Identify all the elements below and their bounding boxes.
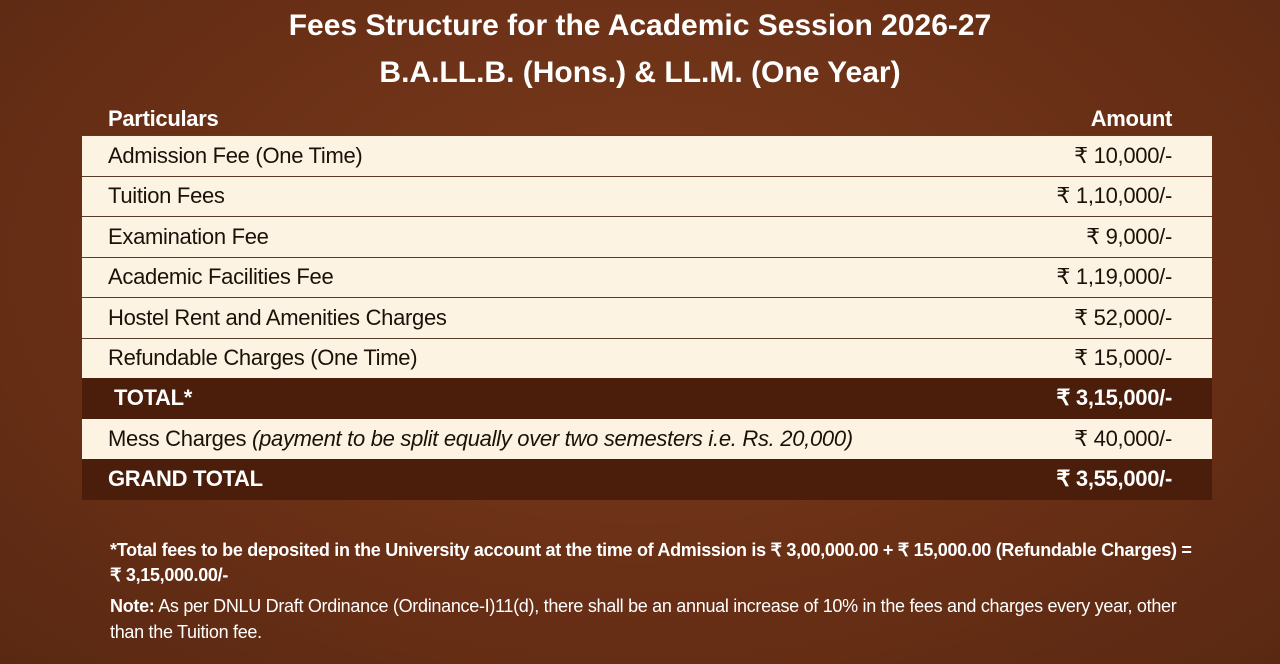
row-label: Admission Fee (One Time): [108, 142, 363, 168]
page-subtitle: B.A.LL.B. (Hons.) & LL.M. (One Year): [379, 56, 901, 89]
row-amount: ₹ 9,000/-: [1086, 223, 1172, 249]
note-heading: Note:: [110, 596, 155, 616]
total-label: TOTAL*: [114, 385, 193, 411]
table-row: [82, 216, 1212, 257]
row-label: Hostel Rent and Amenities Charges: [108, 304, 447, 330]
row-amount: ₹ 1,19,000/-: [1056, 264, 1172, 290]
ordinance-note: [110, 593, 1200, 645]
mess-label: Mess Charges: [108, 425, 247, 451]
table-row: [82, 257, 1212, 298]
page-title: Fees Structure for the Academic Session 2026-27: [288, 9, 992, 42]
row-label: Tuition Fees: [108, 183, 225, 209]
column-header-amount: Amount: [1090, 105, 1172, 131]
row-amount: ₹ 1,10,000/-: [1056, 183, 1172, 209]
row-label: Examination Fee: [108, 223, 269, 249]
footnotes: [110, 538, 1200, 645]
total-row: [82, 378, 1212, 419]
table-header: [82, 102, 1212, 135]
row-label: Academic Facilities Fee: [108, 264, 334, 290]
row-label: Refundable Charges (One Time): [108, 345, 418, 371]
fees-table: [82, 102, 1212, 500]
mess-label-group: [108, 426, 853, 452]
row-amount: ₹ 10,000/-: [1074, 142, 1172, 168]
row-amount: ₹ 52,000/-: [1074, 304, 1172, 330]
table-row: [82, 135, 1212, 176]
row-amount: ₹ 15,000/-: [1074, 345, 1172, 371]
grand-total-label: GRAND TOTAL: [108, 466, 263, 492]
grand-total-row: [82, 459, 1212, 500]
total-deposit-footnote: *Total fees to be deposited in the University account at the time of Admission is ₹ 3,00,000.00 + ₹ 15,000.00 (Refundable Charges) = ₹ 3,15,000.00/-: [110, 540, 1192, 585]
total-amount: ₹ 3,15,000/-: [1056, 385, 1172, 411]
mess-charges-row: [82, 419, 1212, 460]
note-text: As per DNLU Draft Ordinance (Ordinance-I)11(d), there shall be an annual increase of 10% in the fees and charges every year, other than the Tuition fee.: [110, 596, 1177, 642]
grand-total-amount: ₹ 3,55,000/-: [1056, 466, 1172, 492]
column-header-particulars: Particulars: [108, 105, 219, 131]
mess-amount: ₹ 40,000/-: [1074, 425, 1172, 451]
table-row: [82, 297, 1212, 338]
mess-note: (payment to be split equally over two semesters i.e. Rs. 20,000): [252, 425, 853, 451]
table-row: [82, 176, 1212, 217]
table-row: [82, 338, 1212, 379]
